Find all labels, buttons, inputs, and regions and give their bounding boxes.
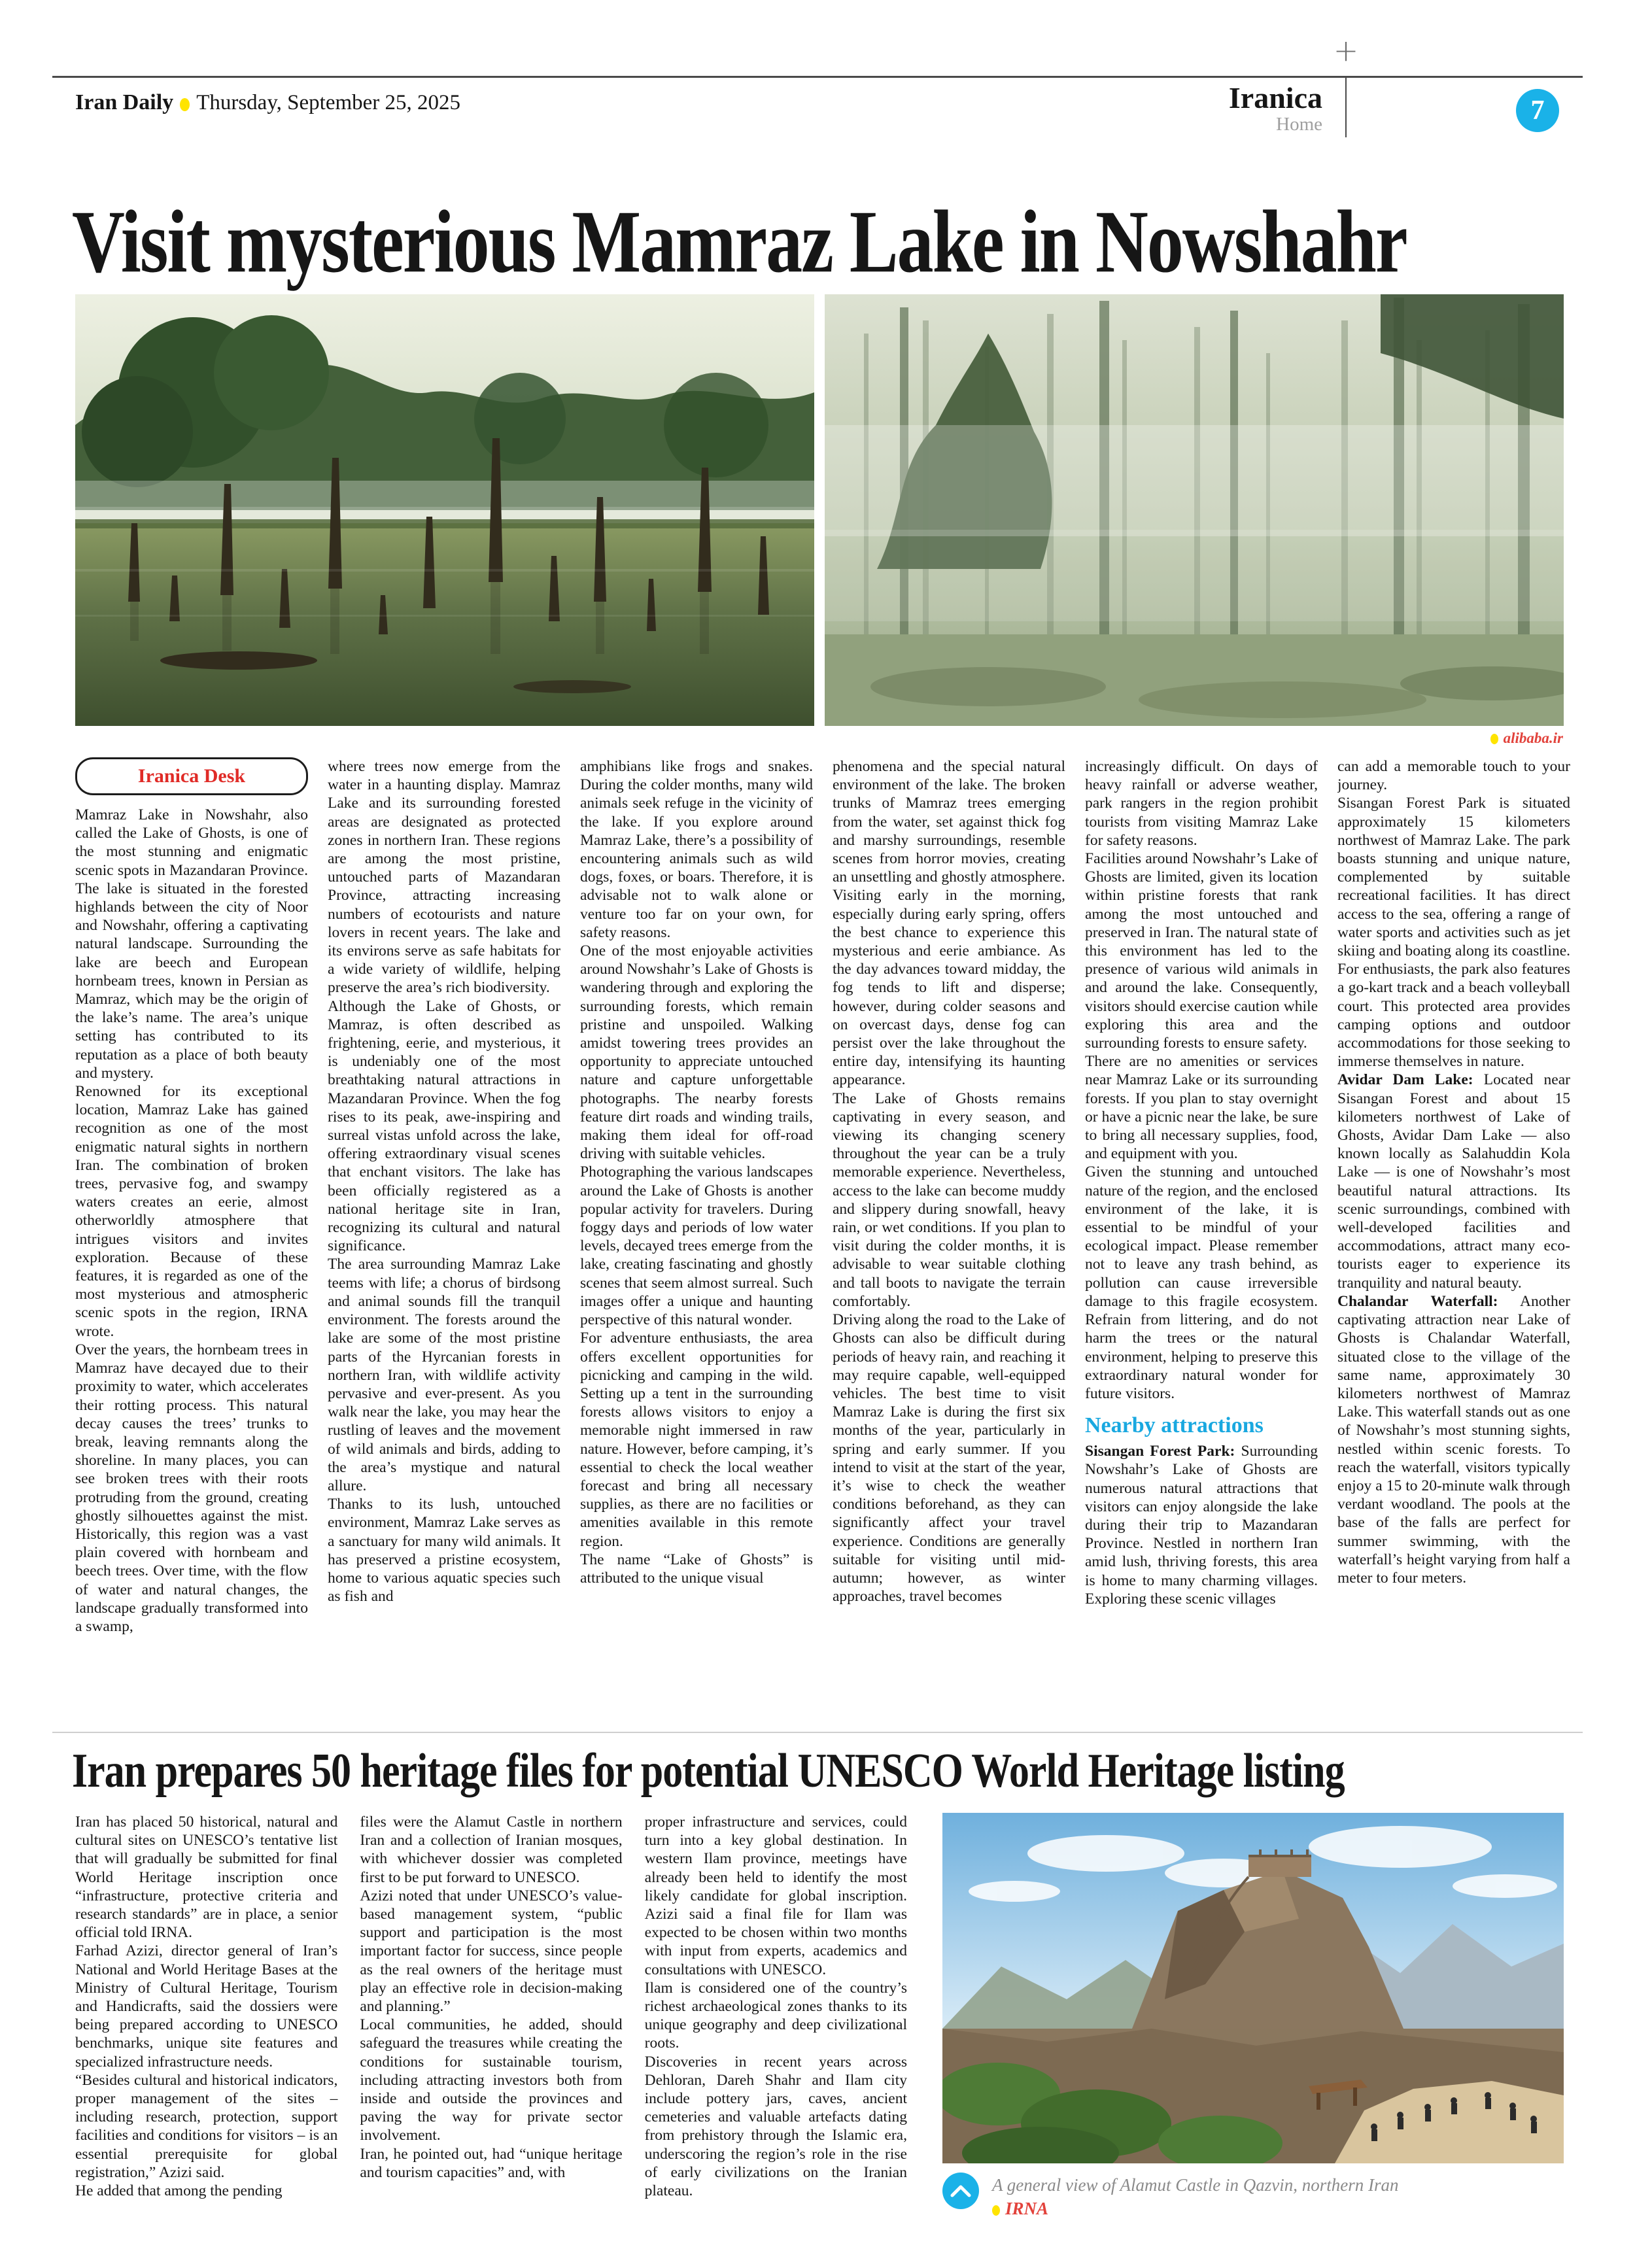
crop-mark-plus-icon: +: [1333, 33, 1359, 68]
article1-column-5: [1085, 757, 1318, 1727]
article1-body: [75, 757, 1570, 1727]
attraction-lead: Sisangan Forest Park:: [1085, 1443, 1235, 1460]
paragraph: Thanks to its lush, untouched environment, Mamraz Lake serves as a sanctuary for many wild animals. It has preserved a pristine ecosystem, home to various aquatic species such as fish and: [328, 1496, 560, 1606]
yellow-dot-icon: [180, 98, 190, 111]
paragraph: Visiting early in the morning, especially during early spring, offers the best chance to experience this mysterious and eerie ambiance. As the day advances toward midday, the fog tends to lift and disperse; however, during colder seasons and on overcast days, dense fog can persist over the lake throughout the entire day, intensifying its haunting appearance.: [833, 887, 1065, 1089]
yellow-dot-icon: [1490, 734, 1498, 744]
paragraph: amphibians like frogs and snakes. During the colder months, many wild animals seek refuge in the vicinity of the lake. If you explore around Mamraz Lake, there’s a possibility of encountering animals such as wild dogs, foxes, or boars. Therefore, it is advisable not to walk alone or venture too far on your own, for safety reasons.: [580, 758, 813, 941]
alamut-castle-figure: [942, 1813, 1564, 2221]
issue-date: Thursday, September 25, 2025: [196, 91, 461, 114]
paragraph: The Lake of Ghosts remains captivating in every season, and viewing its changing scenery throughout the year can be a truly memorable experience. Nevertheless, access to the lake can become muddy and slippery during snowfall, heavy rain, or wet conditions. If you plan to visit during the colder months, it is advisable to wear suitable clothing and tall boots to navigate the terrain comfortably.: [833, 1090, 1065, 1310]
paragraph: Over the years, the hornbeam trees in Mamraz have decayed due to their proximity to water, which accelerates their rotting process. This natural decay causes the trees’ trunks to break, leaving remnants along the shoreline. In many places, you can see broken trees with their roots protruding from the ground, creating ghostly silhouettes against the mist. Historically, this region was a vast plain covered with hornbeam and beech trees. Over time, with the flow of water and natural changes, the landscape gradually transformed into a swamp,: [75, 1341, 308, 1635]
paragraph: The area surrounding Mamraz Lake teems with life; a chorus of birdsong and animal sounds fill the tranquil environment. The forests around the lake are some of the most pristine parts of the Hyrcanian forests in northern Iran, with wildlife activity pervasive and ever-present. As you walk near the lake, you may hear the rustling of leaves and the movement of wild animals and birds, adding to the area’s mystique and natural allure.: [328, 1256, 560, 1494]
paragraph: Ilam is considered one of the country’s richest archaeological zones thanks to its unique geography and deep civilizational roots.: [644, 1979, 907, 2052]
article2-body: [75, 1813, 1564, 2221]
article1-headline: Visit mysterious Mamraz Lake in Nowshahr: [72, 192, 1407, 292]
paragraph: [1337, 1292, 1570, 1587]
attraction-lead: Chalandar Waterfall:: [1337, 1292, 1498, 1310]
article2-column-3: [645, 1813, 907, 2221]
attraction-text: Located near Sisangan Forest and about 15 kilometers northwest of Lake of Ghosts, Avidar Dam Lake — also known locally as Salahuddin Kola Lake — is one of Nowshahr’s most beautiful natural attractions. Its scenic surroundings, combined with well-developed facilities and accommodations, attract many eco-tourists eager to experience its tranquility and natural beauty.: [1337, 1071, 1570, 1292]
attraction-text: Surrounding Nowshahr’s Lake of Ghosts are numerous natural attractions that visitors can enjoy alongside the lake during their trip to Mazandaran Province. Nestled in northern Iran amid lush, thriving forests, this area is home to many charming villages. Exploring these scenic villages: [1085, 1443, 1318, 1607]
article-divider-rule: [52, 1732, 1583, 1733]
article1-photos: [75, 294, 1564, 726]
article1-column-4: [833, 757, 1065, 1727]
article2-column-1: [75, 1813, 337, 2221]
alamut-castle-illustration: [942, 1813, 1564, 2163]
kicker-box: [75, 757, 308, 795]
paragraph: Photographing the various landscapes around the Lake of Ghosts is another popular activity for travelers. During foggy days and periods of low water levels, decayed trees emerge from the lake, creating fascinating and ghostly scenes that seem almost surreal. Such images offer a unique and haunting perspective of this natural wonder.: [580, 1163, 813, 1329]
masthead-dateline: [75, 90, 460, 115]
paragraph: There are no amenities or services near Mamraz Lake or its surrounding forests. If you plan to stay overnight or have a picnic near the lake, be sure to bring all necessary supplies, food, and equipment with you.: [1085, 1053, 1318, 1163]
header-rule: [52, 76, 1583, 78]
foggy-forest-illustration: [825, 294, 1564, 726]
paragraph: Local communities, he added, should safeguard the treasures while creating the conditions for sustainable tourism, including attracting investors both from inside and outside the provinces and paving the way for private sector involvement.: [360, 2016, 623, 2144]
paragraph: Driving along the road to the Lake of Ghosts can also be difficult during periods of heavy rain, and reaching it may require capable, well-equipped vehicles. The best time to visit Mamraz Lake is during the first six months of the year, particularly in spring and early summer. If you intend to visit at the start of the year, it’s wise to check the weather conditions beforehand, as they can significantly affect your travel experience. Conditions are generally suitable for visiting until mid-autumn; however, as winter approaches, travel becomes: [833, 1311, 1065, 1606]
attraction-lead: Avidar Dam Lake:: [1337, 1071, 1473, 1089]
photo-credit-line: [824, 730, 1563, 747]
paragraph: [1085, 1442, 1318, 1608]
photo-credit-text: alibaba.ir: [1503, 730, 1563, 746]
paragraph: Sisangan Forest Park is situated approximately 15 kilometers northwest of Mamraz Lake. The park boasts stunning and unique nature, complemented by suitable recreational facilities. It has direct access to the sea, offering a range of water sports and activities such as jet skiing and boating along its coastline. For enthusiasts, the park also features a go-kart track and a beach volleyball court. This protected area provides camping options and outdoor accommodations for those seeking to immerse themselves in nature.: [1337, 795, 1570, 1071]
paragraph: files were the Alamut Castle in northern Iran and a collection of Iranian mosques, with whichever dossier was completed first to be put forward to UNESCO.: [360, 1813, 623, 1886]
paragraph: One of the most enjoyable activities around Nowshahr’s Lake of Ghosts is wandering through and exploring the surrounding forests, which remain pristine and unspoiled. Walking amidst towering trees provides an opportunity to appreciate untouched nature and capture unforgettable photographs. The nearby forests feature dirt roads and winding trails, making them ideal for off-road driving with suitable vehicles.: [580, 942, 813, 1163]
article2-columns: [75, 1813, 907, 2221]
paragraph: Mamraz Lake in Nowshahr, also called the Lake of Ghosts, is one of the most stunning and enigmatic scenic spots in Mazandaran Province. The lake is situated in the forested highlands between the city of Noor and Nowshahr, offering a captivating natural landscape. Surrounding the lake are beech and European hornbeam trees, known in Persian as Mamraz, which may be the origin of the lake’s name. The area’s unique setting has contributed to its reputation as a place of both beauty and mystery.: [75, 806, 308, 1082]
paragraph: Iran has placed 50 historical, natural and cultural sites on UNESCO’s tentative list that will gradually be submitted for final World Heritage inscription once “infrastructure, protective criteria and research standards” are in place, a senior official told IRNA.: [75, 1813, 338, 1942]
paragraph: Renowned for its exceptional location, Mamraz Lake has gained recognition as one of the most enigmatic natural sights in northern Iran. The combination of broken trees, pervasive fog, and swampy waters creates an eerie, almost otherworldly atmosphere that intrigues visitors and invites exploration. Because of these features, it is regarded as one of the most mysterious and atmospheric scenic spots in the region, IRNA wrote.: [75, 1083, 308, 1340]
caption-row: [942, 2173, 1564, 2221]
paragraph: He added that among the pending: [75, 2182, 283, 2200]
kicker-label: Iranica Desk: [137, 765, 246, 787]
photo-mamraz-lake: [75, 294, 814, 726]
attraction-text: Another captivating attraction near Lake of Ghosts is Chalandar Waterfall, situated close to the village of the same name, approximately 30 kilometers northwest of Mamraz Lake. This waterfall stands out as one of Nowshahr’s most stunning sights, nestled within scenic forests. To reach the waterfall, visitors typically enjoy a 15 to 20-minute walk through verdant woodland. The pools at the base of the falls are perfect for summer swimming, with the waterfall’s height varying from half a meter to four meters.: [1337, 1292, 1570, 1587]
photo-alamut-castle: [942, 1813, 1564, 2163]
article1-column-2: [328, 757, 560, 1727]
paragraph: Although the Lake of Ghosts, or Mamraz, is often described as frightening, eerie, and mysterious, it is undeniably one of the most breathtaking natural attractions in Mazandaran Province. When the fog rises to its peak, awe-inspiring and surreal vistas unfold across the lake, offering extraordinary visual scenes that enchant visitors. The lake has been officially registered as a national heritage site in Iran, recognizing its cultural and natural significance.: [328, 997, 560, 1255]
paragraph: [1337, 1071, 1570, 1292]
paragraph: The name “Lake of Ghosts” is attributed to the unique visual: [580, 1551, 813, 1587]
caption-credit-text: IRNA: [1005, 2199, 1049, 2218]
paragraph: For adventure enthusiasts, the area offers excellent opportunities for picnicking and camping in the wild. Setting up a tent in the surrounding forests allows visitors to enjoy a memorable night immersed in raw nature. However, before camping, it’s essential to check the local weather forecast and bring all necessary supplies, as there are no facilities or amenities available in this remote region.: [580, 1330, 813, 1550]
section-home-label: Home: [1276, 114, 1322, 135]
article1-column-3: [580, 757, 813, 1727]
chevron-up-glyph: [950, 2184, 972, 2197]
paragraph: phenomena and the special natural environment of the lake. The broken trunks of Mamraz trees emerging from the water, set against thick fog and marshy surroundings, resemble scenes from horror movies, creating an unsettling and ghostly atmosphere.: [833, 758, 1065, 886]
paragraph: Facilities around Nowshahr’s Lake of Ghosts are limited, given its location within pristine forests that rank among the most untouched and preserved in Iran. The natural state of this environment has led to the presence of various wild animals in and around the lake. Consequently, visitors should exercise caution while exploring this area and the surrounding forests to ensure safety.: [1085, 850, 1318, 1052]
article2-headline: Iran prepares 50 heritage files for potential UNESCO World Heritage listing: [72, 1744, 1345, 1798]
page-number-badge: 7: [1516, 89, 1559, 132]
paragraph: can add a memorable touch to your journey.: [1337, 758, 1570, 794]
mamraz-lake-illustration: [75, 294, 814, 726]
caption-credit: [992, 2196, 1398, 2221]
chevron-up-icon: [942, 2173, 979, 2209]
paragraph: Iran, he pointed out, had “unique heritage and tourism capacities” and, with: [360, 2145, 623, 2181]
caption-block: [992, 2173, 1398, 2221]
article1-column-1: [75, 757, 308, 1727]
paragraph: Farhad Azizi, director general of Iran’s National and World Heritage Bases at the Ministry of Cultural Heritage, Tourism and Handicrafts, said the dossiers were being prepared according to UNESCO benchmarks, unique site features and specialized infrastructure needs.: [75, 1942, 338, 2070]
paragraph: “Besides cultural and historical indicators, proper management of the sites – including research, protection, support facilities and conditions for visitors – is an essential prerequisite for global registration,” Azizi said.: [75, 2071, 338, 2181]
yellow-dot-icon: [992, 2205, 1000, 2216]
section-block: [1105, 82, 1322, 135]
paragraph: Discoveries in recent years across Dehloran, Dareh Shahr and Ilam city include pottery jars, caves, ancient cemeteries and valuable artefacts dating from prehistory through the Islamic era, underscoring the region’s role in the rise of early civilizations on the Iranian plateau.: [644, 2053, 907, 2200]
paragraph: where trees now emerge from the water in a haunting display. Mamraz Lake and its surrounding forested areas are designated as protected zones in northern Iran. These regions are among the most pristine, untouched parts of Mazandaran Province, attracting increasing numbers of ecotourists and nature lovers in recent years. The lake and its environs serve as safe habitats for a wide variety of wildlife, helping preserve the area’s rich biodiversity.: [328, 758, 560, 997]
nearby-attractions-subhead: Nearby attractions: [1085, 1413, 1264, 1438]
paragraph: Azizi noted that under UNESCO’s value-based management system, “public support and participation is the most important factor for success, since people as the real owners of the heritage must play an effective role in decision-making and planning.”: [360, 1887, 623, 2016]
header-divider-line: [1345, 77, 1347, 137]
caption-text: A general view of Alamut Castle in Qazvin, northern Iran: [992, 2175, 1399, 2195]
paragraph: proper infrastructure and services, could turn into a key global destination. In western Ilam province, meetings have already been held to identify the most likely candidate for global inscription. Azizi said a final file for Ilam was expected to be chosen within two months with input from experts, academics and consultations with UNESCO.: [644, 1813, 907, 1978]
paragraph: increasingly difficult. On days of heavy rainfall or adverse weather, park rangers in the region prohibit tourists from visiting Mamraz Lake for safety reasons.: [1085, 758, 1318, 849]
photo-foggy-forest: [825, 294, 1564, 726]
section-title: Iranica: [1228, 81, 1322, 114]
article1-column-6: [1337, 757, 1570, 1727]
brand-name: Iran Daily: [75, 90, 174, 114]
paragraph: Given the stunning and untouched nature of the region, and the enclosed environment of the lake, it is essential to be mindful of your ecological impact. Please remember not to leave any trash behind, as pollution can cause irreversible damage to this fragile ecosystem. Refrain from littering, and do not harm the trees or the natural environment, helping to preserve this extraordinary natural wonder for future visitors.: [1085, 1163, 1318, 1402]
article2-column-2: [360, 1813, 622, 2221]
